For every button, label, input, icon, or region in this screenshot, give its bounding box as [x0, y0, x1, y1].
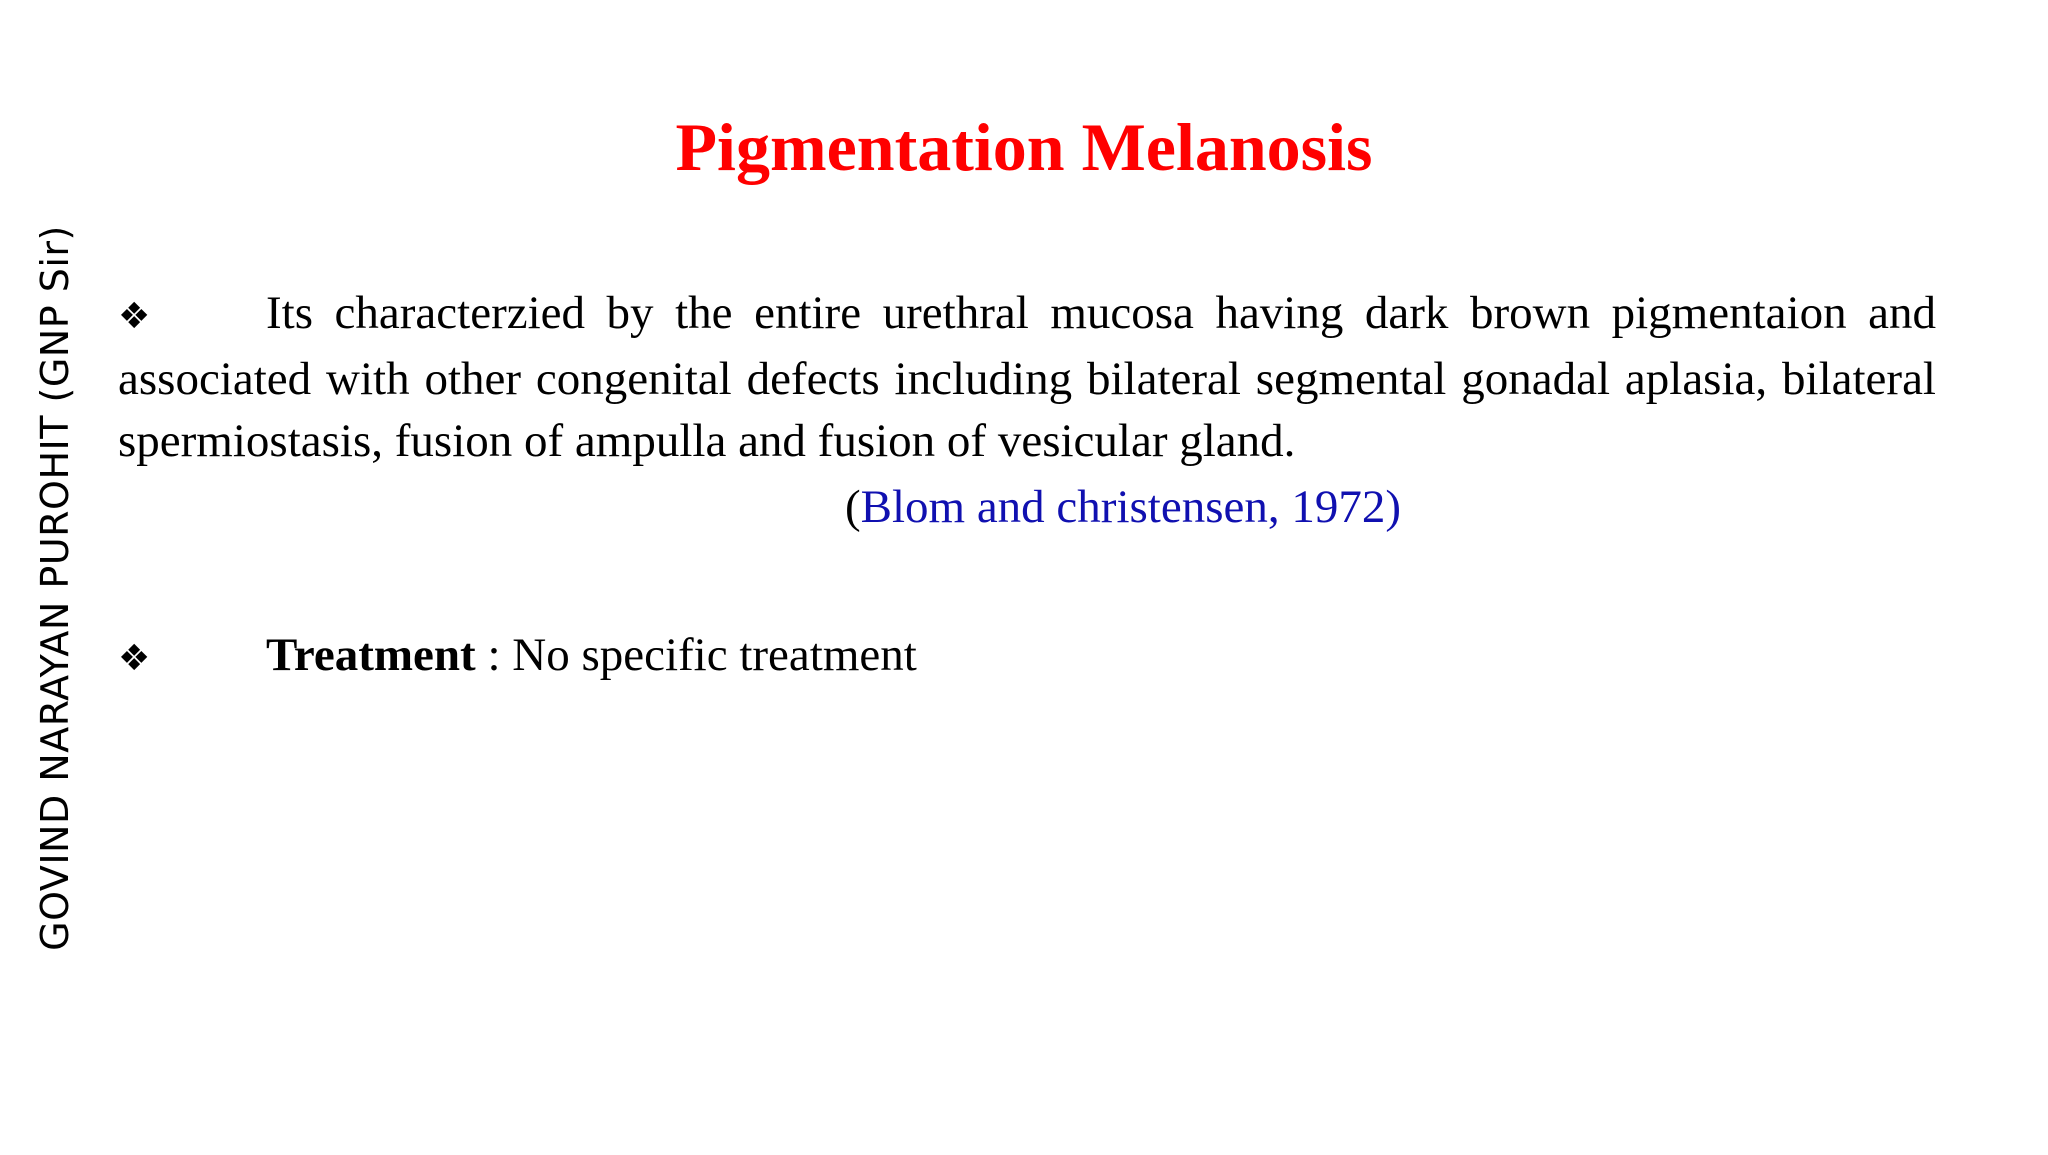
treatment-text: No specific treatment	[512, 629, 917, 681]
citation-text: Blom and christensen, 1972)	[860, 481, 1402, 533]
diamond-bullet-icon: ❖	[118, 296, 151, 337]
citation	[0, 480, 2048, 534]
description-text: Its characterzied by the entire urethral mucosa having dark brown pigmentaion and associated with other congenital defects including bilateral segmental gonadal aplasia, bilateral spermiostasis, fusion of ampulla and fusion of vesicular gland.	[118, 287, 1936, 467]
treatment-label: Treatment	[266, 629, 476, 681]
slide-title: Pigmentation Melanosis	[675, 109, 1373, 185]
diamond-bullet-icon: ❖	[118, 638, 151, 679]
citation-open-paren: (	[844, 481, 861, 533]
author-side-label: GOVIND NARAYAN PUROHIT (GNP Sir)	[33, 225, 77, 951]
treatment-separator: :	[475, 629, 513, 681]
treatment-line	[118, 628, 917, 682]
description-paragraph	[118, 282, 1936, 472]
